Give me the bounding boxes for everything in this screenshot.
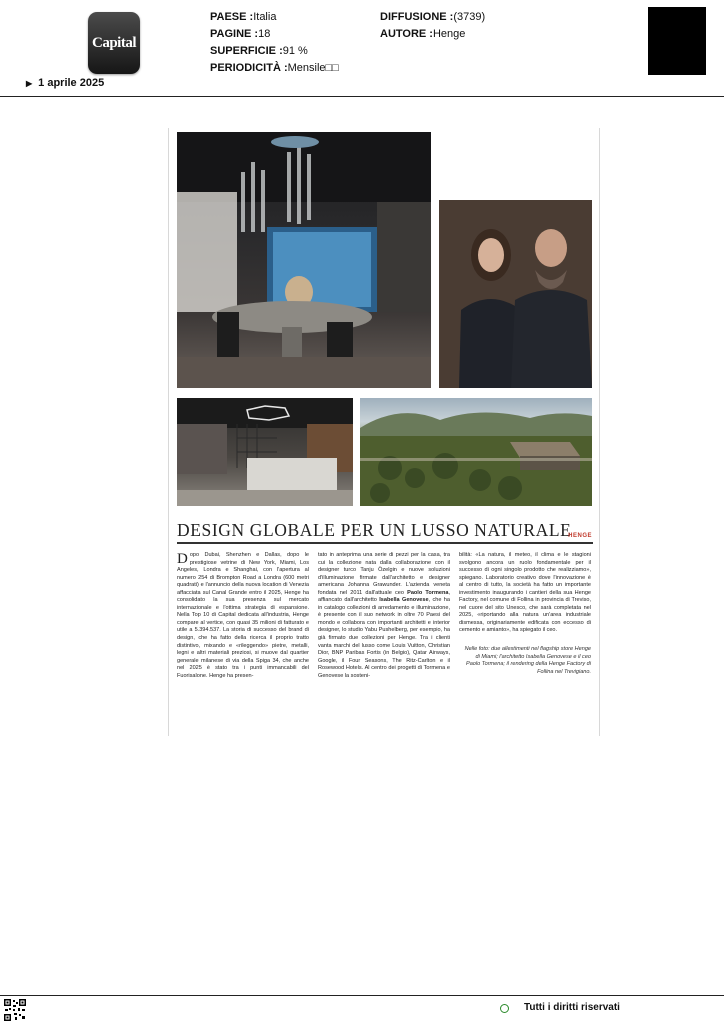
publication-date: 1 aprile 2025 — [38, 77, 105, 89]
meta-periodicita: PERIODICITÀ :Mensile□□ — [210, 62, 339, 74]
redacted-box — [648, 7, 706, 75]
status-ring-icon — [500, 1004, 509, 1013]
portrait-illustration — [439, 200, 592, 388]
column-2-text-b: , affiancato dall'architetto — [318, 589, 450, 604]
date-row — [26, 77, 104, 89]
factory-rendering-photo — [360, 398, 592, 506]
showroom-illustration — [177, 132, 431, 388]
copyright-notice: Tutti i diritti riservati — [524, 1002, 620, 1013]
meta-autore: AUTORE :Henge — [380, 28, 466, 40]
capital-logo: Capital — [88, 12, 140, 74]
person-name-tormena: Paolo Tormena — [407, 589, 449, 596]
column-2-text-a: tato in anteprima una serie di pezzi per la casa, tra cui la collezione nata dalla collaborazione con il designer turco Tanju Özelgin e nuove soluzioni d'illuminazione firmate dall'architetto e designer americana Johanna Grawunder. L'azienda veneta fondata nel 2011 dall'attuale ceo — [318, 552, 450, 596]
headline-rule — [177, 542, 593, 544]
meta-pagine: PAGINE :18 — [210, 28, 271, 40]
showroom-photo — [177, 132, 431, 388]
photo-caption: Nelle foto: due allestimenti nel flagship store Henge di Miami; l'architetto Isabella Genovese e il ceo Paolo Tormena; il rendering della Henge Factory di Follina nel Trevigiano. — [464, 646, 591, 675]
meta-diffusione: DIFFUSIONE :(3739) — [380, 11, 486, 23]
meta-left — [210, 9, 339, 77]
footer-divider — [0, 995, 724, 996]
column-3-text: bilità: «La natura, il meteo, il clima e le stagioni svolgono ancora un ruolo fondamentale per il successo di ogni singolo prodotto che realizziamo», spiegano. Laboratorio creativo dove l'innovazione è al centro di tutto, la società ha fatto un importante investimento inaugurando i cantieri della sua Henge Factory, nel comune di Follina in provincia di Treviso, nel cuore del sito Unesco, che sarà completata nel 2025, «riportando alla natura un'area industriale dismessa, originariamente edificata con eccesso di cemento e amianto», ha spiegato il ceo. — [459, 552, 591, 634]
column-1-text: opo Dubai, Shenzhen e Dallas, dopo le prestigiose vetrine di New York, Miami, Los Angeles, Londra e Shanghai, con l'apertura al numero 254 di Brompton Road a Londra (600 metri quadrati) e l'annuncio della nuova location di Venezia affacciata sul Canal Grande entro il 2025, Henge ha consolidato la sua presenza sul mercato internazionale e l'ottima strategia di espansione. Nella Top 10 di Capital dedicata all'industria, Henge compare al vertice, con quasi 35 milioni di fatturato e utile a 5.394.537. La storia di successo del brand di design, che ha fatto della ricerca il proprio tratto distintivo, mixando e «rileggendo» pietre, metalli, legni e altri materiali preziosi, si muove dal quartier generale milanese di via della Spiga 34, che anche nel 2025 è stato tra i punti immancabili del Fuorisalone. Henge ha presen- — [177, 552, 309, 679]
article-headline: DESIGN GLOBALE PER UN LUSSO NATURALE — [177, 520, 572, 540]
article-kicker: HENGE — [568, 533, 592, 539]
article-column-3 — [459, 552, 591, 635]
dropcap: D — [177, 551, 188, 567]
header-divider — [0, 96, 724, 97]
meta-superficie: SUPERFICIE :91 % — [210, 45, 308, 57]
landscape-illustration — [360, 398, 592, 506]
arrow-right-icon: ▶ — [26, 78, 33, 88]
kitchen-illustration — [177, 398, 353, 506]
founders-portrait-photo — [439, 200, 592, 388]
article-column-2 — [318, 552, 450, 680]
column-2-text-c: , che ha in catalogo collezioni di arredamento e illuminazione, è presente con il suo network in oltre 70 Paesi del mondo e collabora con importanti architetti e interior designer, lo studio Yabu Pushelberg, per esempio, ha già firmato due collezioni per Henge. Tra i clienti vanta marchi del lusso come Louis Vuitton, Christian Dior, BNP Paribas Fortis (in Belgio), Qatar Airways, Google, il Four Seasons, The Ritz-Carlton e il Rosewood Hotels. Al centro dei progetti di Tormena e Genovese la sosteni- — [318, 597, 450, 679]
meta-paese: PAESE :Italia — [210, 11, 277, 23]
kitchen-showroom-photo — [177, 398, 353, 506]
qr-code-icon — [4, 999, 26, 1021]
article-column-1 — [177, 552, 309, 680]
person-name-genovese: Isabella Genovese — [379, 597, 429, 604]
meta-right — [380, 9, 485, 43]
article-page — [168, 128, 600, 736]
